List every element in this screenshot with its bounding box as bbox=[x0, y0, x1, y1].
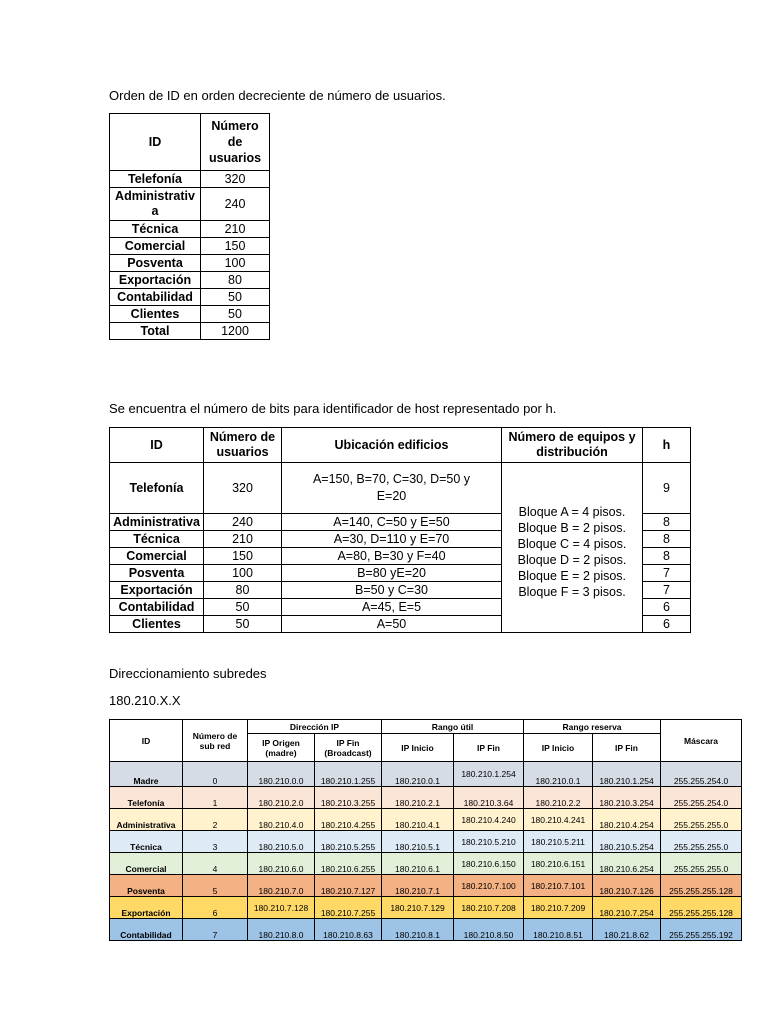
table-row bbox=[110, 272, 270, 289]
row-id: Técnica bbox=[110, 221, 201, 238]
row-origen: 180.210.0.0 bbox=[248, 762, 315, 787]
subnet-table bbox=[109, 719, 742, 941]
row-h: 8 bbox=[643, 514, 691, 531]
header-direccion: Dirección IP bbox=[248, 720, 382, 734]
row-util-fin: 180.210.7.208 bbox=[454, 897, 524, 919]
network-label: 180.210.X.X bbox=[109, 693, 181, 708]
header-ip-fin-reserva: IP Fin bbox=[593, 734, 661, 762]
row-util-fin: 180.210.6.150 bbox=[454, 853, 524, 875]
row-broadcast: 180.210.4.255 bbox=[315, 809, 382, 831]
row-util-inicio: 180.210.6.1 bbox=[382, 853, 454, 875]
row-location: A=150, B=70, C=30, D=50 y E=20 bbox=[282, 463, 502, 514]
distribution-cell bbox=[502, 463, 643, 633]
header-users: Número de usuarios bbox=[201, 114, 270, 171]
header-rango-util: Rango útil bbox=[382, 720, 524, 734]
row-id: Madre bbox=[110, 762, 183, 787]
table-row bbox=[110, 463, 691, 514]
row-h: 7 bbox=[643, 582, 691, 599]
row-location: A=45, E=5 bbox=[282, 599, 502, 616]
row-id: Contabilidad bbox=[110, 289, 201, 306]
header-id: ID bbox=[110, 428, 204, 463]
row-origen: 180.210.7.128 bbox=[248, 897, 315, 919]
row-users: 240 bbox=[201, 188, 270, 221]
row-util-inicio: 180.210.7.1 bbox=[382, 875, 454, 897]
table-row bbox=[110, 306, 270, 323]
row-reserva-inicio: 180.210.2.2 bbox=[524, 787, 593, 809]
table-row bbox=[110, 323, 270, 340]
row-h: 9 bbox=[643, 463, 691, 514]
row-location: B=80 yE=20 bbox=[282, 565, 502, 582]
row-subnet: 2 bbox=[183, 809, 248, 831]
row-users: 320 bbox=[204, 463, 282, 514]
table-row bbox=[110, 188, 270, 221]
table-row bbox=[110, 289, 270, 306]
row-origen: 180.210.8.0 bbox=[248, 919, 315, 941]
header-h: h bbox=[643, 428, 691, 463]
row-id: Contabilidad bbox=[110, 919, 183, 941]
header-id: ID bbox=[110, 114, 201, 171]
row-id: Administrativa bbox=[110, 514, 204, 531]
table-row bbox=[110, 787, 742, 809]
distribution-line: Bloque B = 2 pisos. bbox=[517, 520, 627, 535]
row-id: Clientes bbox=[110, 306, 201, 323]
row-util-inicio: 180.210.5.1 bbox=[382, 831, 454, 853]
row-broadcast: 180.210.3.255 bbox=[315, 787, 382, 809]
row-id: Exportación bbox=[110, 897, 183, 919]
row-h: 6 bbox=[643, 616, 691, 633]
header-ip-inicio-reserva: IP Inicio bbox=[524, 734, 593, 762]
header-rango-reserva: Rango reserva bbox=[524, 720, 661, 734]
row-users: 80 bbox=[201, 272, 270, 289]
row-util-fin: 180.210.4.240 bbox=[454, 809, 524, 831]
table-row bbox=[110, 255, 270, 272]
row-id: Posventa bbox=[110, 565, 204, 582]
row-util-inicio: 180.210.7.129 bbox=[382, 897, 454, 919]
section2-heading: Se encuentra el número de bits para identificador de host representado por h. bbox=[109, 401, 557, 416]
row-location: A=30, D=110 y E=70 bbox=[282, 531, 502, 548]
row-reserva-inicio: 180.210.8.51 bbox=[524, 919, 593, 941]
row-id: Administrativa bbox=[110, 188, 201, 221]
row-reserva-inicio: 180.210.0.1 bbox=[524, 762, 593, 787]
row-id: Total bbox=[110, 323, 201, 340]
header-mascara: Máscara bbox=[661, 720, 742, 762]
row-reserva-fin: 180.210.1.254 bbox=[593, 762, 661, 787]
header-users: Número de usuarios bbox=[204, 428, 282, 463]
row-reserva-fin: 180.210.7.254 bbox=[593, 897, 661, 919]
row-reserva-fin: 180.210.4.254 bbox=[593, 809, 661, 831]
row-users: 210 bbox=[201, 221, 270, 238]
table-row bbox=[110, 875, 742, 897]
distribution-line: Bloque A = 4 pisos. bbox=[518, 504, 626, 519]
row-util-fin: 180.210.8.50 bbox=[454, 919, 524, 941]
row-id: Técnica bbox=[110, 531, 204, 548]
row-mask: 255.255.255.0 bbox=[661, 853, 742, 875]
header-ip-fin-broadcast: IP Fin (Broadcast) bbox=[315, 734, 382, 762]
row-id: Técnica bbox=[110, 831, 183, 853]
row-id: Comercial bbox=[110, 548, 204, 565]
row-subnet: 0 bbox=[183, 762, 248, 787]
row-util-inicio: 180.210.0.1 bbox=[382, 762, 454, 787]
table-row bbox=[110, 238, 270, 255]
row-id: Posventa bbox=[110, 875, 183, 897]
row-reserva-inicio: 180.210.4.241 bbox=[524, 809, 593, 831]
row-users: 100 bbox=[201, 255, 270, 272]
table-row bbox=[110, 762, 742, 787]
row-id: Exportación bbox=[110, 272, 201, 289]
row-id: Telefonía bbox=[110, 171, 201, 188]
row-reserva-fin: 180.210.7.126 bbox=[593, 875, 661, 897]
table-row bbox=[110, 853, 742, 875]
users-order-table bbox=[109, 113, 270, 340]
header-id: ID bbox=[110, 720, 183, 762]
row-users: 1200 bbox=[201, 323, 270, 340]
row-id: Exportación bbox=[110, 582, 204, 599]
row-id: Clientes bbox=[110, 616, 204, 633]
distribution-line: Bloque F = 3 pisos. bbox=[518, 584, 626, 599]
row-id: Telefonía bbox=[110, 787, 183, 809]
row-subnet: 7 bbox=[183, 919, 248, 941]
row-broadcast: 180.210.1.255 bbox=[315, 762, 382, 787]
row-mask: 255.255.254.0 bbox=[661, 762, 742, 787]
row-mask: 255.255.255.128 bbox=[661, 897, 742, 919]
row-h: 8 bbox=[643, 548, 691, 565]
distribution-line: Bloque C = 4 pisos. bbox=[517, 536, 627, 551]
row-broadcast: 180.210.7.127 bbox=[315, 875, 382, 897]
row-location: B=50 y C=30 bbox=[282, 582, 502, 599]
row-util-fin: 180.210.5.210 bbox=[454, 831, 524, 853]
row-mask: 255.255.255.0 bbox=[661, 809, 742, 831]
row-users: 210 bbox=[204, 531, 282, 548]
row-reserva-fin: 180.21.8.62 bbox=[593, 919, 661, 941]
row-users: 50 bbox=[201, 289, 270, 306]
row-subnet: 1 bbox=[183, 787, 248, 809]
row-broadcast: 180.210.8.63 bbox=[315, 919, 382, 941]
row-broadcast: 180.210.6.255 bbox=[315, 853, 382, 875]
row-id: Comercial bbox=[110, 853, 183, 875]
table-row bbox=[110, 831, 742, 853]
row-subnet: 3 bbox=[183, 831, 248, 853]
row-mask: 255.255.255.192 bbox=[661, 919, 742, 941]
row-reserva-inicio: 180.210.5.211 bbox=[524, 831, 593, 853]
section1-heading: Orden de ID en orden decreciente de número de usuarios. bbox=[109, 88, 446, 103]
row-util-fin: 180.210.7.100 bbox=[454, 875, 524, 897]
row-reserva-fin: 180.210.3.254 bbox=[593, 787, 661, 809]
header-ip-fin: IP Fin bbox=[454, 734, 524, 762]
row-users: 150 bbox=[204, 548, 282, 565]
row-util-fin: 180.210.3.64 bbox=[454, 787, 524, 809]
row-reserva-inicio: 180.210.7.101 bbox=[524, 875, 593, 897]
row-origen: 180.210.4.0 bbox=[248, 809, 315, 831]
row-id: Posventa bbox=[110, 255, 201, 272]
row-origen: 180.210.2.0 bbox=[248, 787, 315, 809]
row-reserva-inicio: 180.210.7.209 bbox=[524, 897, 593, 919]
row-origen: 180.210.7.0 bbox=[248, 875, 315, 897]
row-users: 50 bbox=[204, 616, 282, 633]
row-users: 320 bbox=[201, 171, 270, 188]
header-ip-inicio: IP Inicio bbox=[382, 734, 454, 762]
header-subnet: Número de sub red bbox=[183, 720, 248, 762]
row-util-inicio: 180.210.2.1 bbox=[382, 787, 454, 809]
table-row bbox=[110, 919, 742, 941]
row-users: 50 bbox=[204, 599, 282, 616]
row-reserva-fin: 180.210.6.254 bbox=[593, 853, 661, 875]
row-subnet: 5 bbox=[183, 875, 248, 897]
row-subnet: 6 bbox=[183, 897, 248, 919]
row-subnet: 4 bbox=[183, 853, 248, 875]
table-row bbox=[110, 221, 270, 238]
row-location: A=50 bbox=[282, 616, 502, 633]
row-broadcast: 180.210.7.255 bbox=[315, 897, 382, 919]
row-location: A=140, C=50 y E=50 bbox=[282, 514, 502, 531]
row-users: 240 bbox=[204, 514, 282, 531]
row-util-inicio: 180.210.4.1 bbox=[382, 809, 454, 831]
row-users: 150 bbox=[201, 238, 270, 255]
row-h: 8 bbox=[643, 531, 691, 548]
row-id: Comercial bbox=[110, 238, 201, 255]
row-h: 6 bbox=[643, 599, 691, 616]
row-reserva-fin: 180.210.5.254 bbox=[593, 831, 661, 853]
row-mask: 255.255.255.128 bbox=[661, 875, 742, 897]
section3-heading: Direccionamiento subredes bbox=[109, 666, 267, 681]
row-users: 50 bbox=[201, 306, 270, 323]
row-origen: 180.210.6.0 bbox=[248, 853, 315, 875]
row-id: Contabilidad bbox=[110, 599, 204, 616]
table-row bbox=[110, 809, 742, 831]
row-id: Telefonía bbox=[110, 463, 204, 514]
row-broadcast: 180.210.5.255 bbox=[315, 831, 382, 853]
header-ip-origen: IP Origen (madre) bbox=[248, 734, 315, 762]
row-mask: 255.255.255.0 bbox=[661, 831, 742, 853]
row-users: 100 bbox=[204, 565, 282, 582]
row-h: 7 bbox=[643, 565, 691, 582]
header-location: Ubicación edificios bbox=[282, 428, 502, 463]
table-row bbox=[110, 171, 270, 188]
row-id: Administrativa bbox=[110, 809, 183, 831]
host-bits-table bbox=[109, 427, 691, 633]
row-origen: 180.210.5.0 bbox=[248, 831, 315, 853]
row-util-fin: 180.210.1.254 bbox=[454, 762, 524, 787]
distribution-line: Bloque E = 2 pisos. bbox=[517, 568, 627, 583]
row-util-inicio: 180.210.8.1 bbox=[382, 919, 454, 941]
header-equipment: Número de equipos y distribución bbox=[502, 428, 643, 463]
row-location: A=80, B=30 y F=40 bbox=[282, 548, 502, 565]
row-reserva-inicio: 180.210.6.151 bbox=[524, 853, 593, 875]
table-row bbox=[110, 897, 742, 919]
row-users: 80 bbox=[204, 582, 282, 599]
distribution-line: Bloque D = 2 pisos. bbox=[517, 552, 627, 567]
row-mask: 255.255.254.0 bbox=[661, 787, 742, 809]
